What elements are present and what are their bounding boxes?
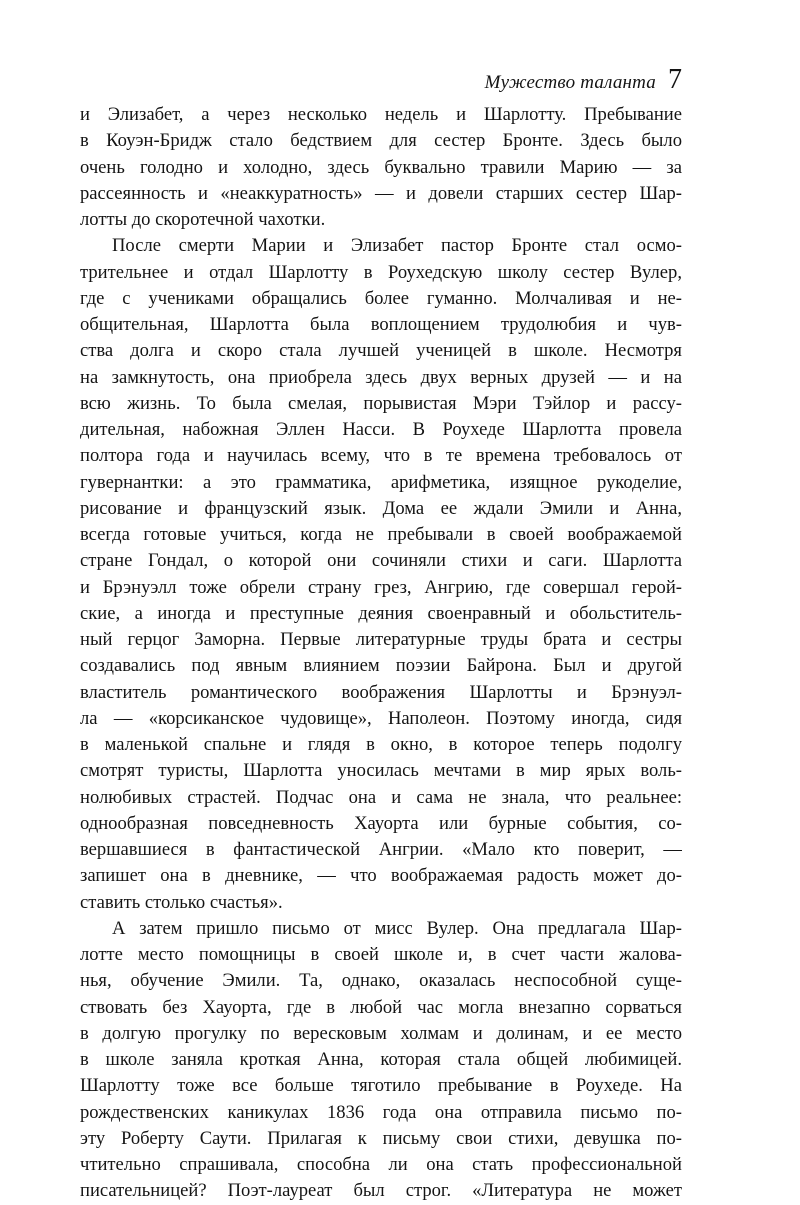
text-line: стране Гондал, о которой они сочиняли стихи и саги. Шарлотта (80, 550, 682, 572)
text-line: и Брэнуэлл тоже обрели страну грез, Ангрию, где совершал герой- (80, 576, 682, 598)
text-line: очень голодно и холодно, здесь буквально травили Марию — за (80, 156, 682, 178)
text-line: всегда готовые учиться, когда не пребывали в своей воображаемой (80, 524, 682, 545)
text-line: в Коуэн-Бридж стало бедствием для сестер Бронте. Здесь было (80, 130, 682, 152)
text-line: вершавшиеся в фантастической Ангрии. «Мало кто поверит, — (80, 839, 682, 860)
text-line: нья, обучение Эмили. Та, однако, оказалась неспособной суще- (80, 970, 682, 992)
text-line: в школе заняла кроткая Анна, которая стала общей любимицей. (80, 1049, 682, 1070)
text-line: ские, а иногда и преступные деяния своенравный и обольститель- (80, 602, 682, 624)
text-line: ла — «корсиканское чудовище», Наполеон. Поэтому иногда, сидя (80, 707, 682, 729)
text-line: Шарлотту тоже все больше тяготило пребывание в Роухеде. На (80, 1075, 682, 1097)
text-line: лотте место помощницы в своей школе и, в счет части жалова- (80, 944, 682, 965)
text-line: нолюбивых страстей. Подчас она и сама не знала, что реальнее: (80, 786, 682, 808)
paragraph-1 (80, 102, 682, 233)
text-line: и Элизабет, а через несколько недель и Шарлотту. Пребывание (80, 104, 682, 125)
text-line: властитель романтического воображения Шарлотты и Брэнуэл- (80, 681, 682, 703)
text-line: эту Роберту Саути. Прилагая к письму свои стихи, девушка по- (80, 1127, 682, 1149)
text-line: создавались под явным влиянием поэзии Байрона. Был и другой (80, 655, 682, 677)
text-line: рождественских каникулах 1836 года она отправила письмо по- (80, 1101, 682, 1123)
text-line: чтительно спрашивала, способна ли она стать профессиональной (80, 1154, 682, 1175)
text-line: смотрят туристы, Шарлотта уносилась мечтами в мир ярых воль- (80, 760, 682, 782)
text-line: ствовать без Хауорта, где в любой час могла внезапно сорваться (80, 996, 682, 1018)
text-line: рассеянность и «неаккуратность» — и довели старших сестер Шар- (80, 182, 682, 204)
running-header (485, 66, 682, 94)
text-line: всю жизнь. То была смелая, порывистая Мэри Тэйлор и рассу- (80, 392, 682, 414)
text-line: ставить столько счастья». (80, 891, 283, 913)
text-line: на замкнутость, она приобрела здесь двух верных друзей — и на (80, 366, 682, 388)
body-text (80, 102, 682, 1205)
text-line: После смерти Марии и Элизабет пастор Бронте стал осмо- (112, 235, 682, 257)
text-line: общительная, Шарлотта была воплощением трудолюбия и чув- (80, 314, 682, 335)
paragraph-3 (80, 916, 682, 1205)
text-line: однообразная повседневность Хауорта или бурные события, со- (80, 812, 682, 834)
text-line: писательницей? Поэт-лауреат был строг. «Литература не может (80, 1180, 682, 1202)
text-line: лотты до скоротечной чахотки. (80, 209, 326, 230)
text-line: запишет она в дневнике, — что воображаемая радость может до- (80, 865, 682, 887)
page-number: 7 (668, 64, 682, 95)
text-line: где с учениками обращались более гуманно. Молчаливая и не- (80, 287, 682, 309)
text-line: дительная, набожная Эллен Насси. В Роухеде Шарлотта провела (80, 419, 682, 440)
text-line: трительнее и отдал Шарлотту в Роухедскую школу сестер Вулер, (80, 261, 682, 283)
text-line: ства долга и скоро стала лучшей ученицей в школе. Несмотря (80, 340, 682, 362)
text-line: гувернантки: а это грамматика, арифметика, изящное рукоделие, (80, 471, 682, 493)
text-line: рисование и французский язык. Дома ее ждали Эмили и Анна, (80, 497, 682, 519)
text-line: в маленькой спальне и глядя в окно, в которое теперь подолгу (80, 734, 682, 755)
text-line: ный герцог Заморна. Первые литературные труды брата и сестры (80, 629, 682, 650)
running-title: Мужество таланта (484, 72, 656, 93)
text-line: полтора года и научилась всему, что в те времена требовалось от (80, 445, 682, 467)
text-line: А затем пришло письмо от мисс Вулер. Она предлагала Шар- (112, 917, 682, 939)
paragraph-2 (80, 233, 682, 916)
text-line: в долгую прогулку по вересковым холмам и долинам, и ее место (80, 1022, 682, 1044)
